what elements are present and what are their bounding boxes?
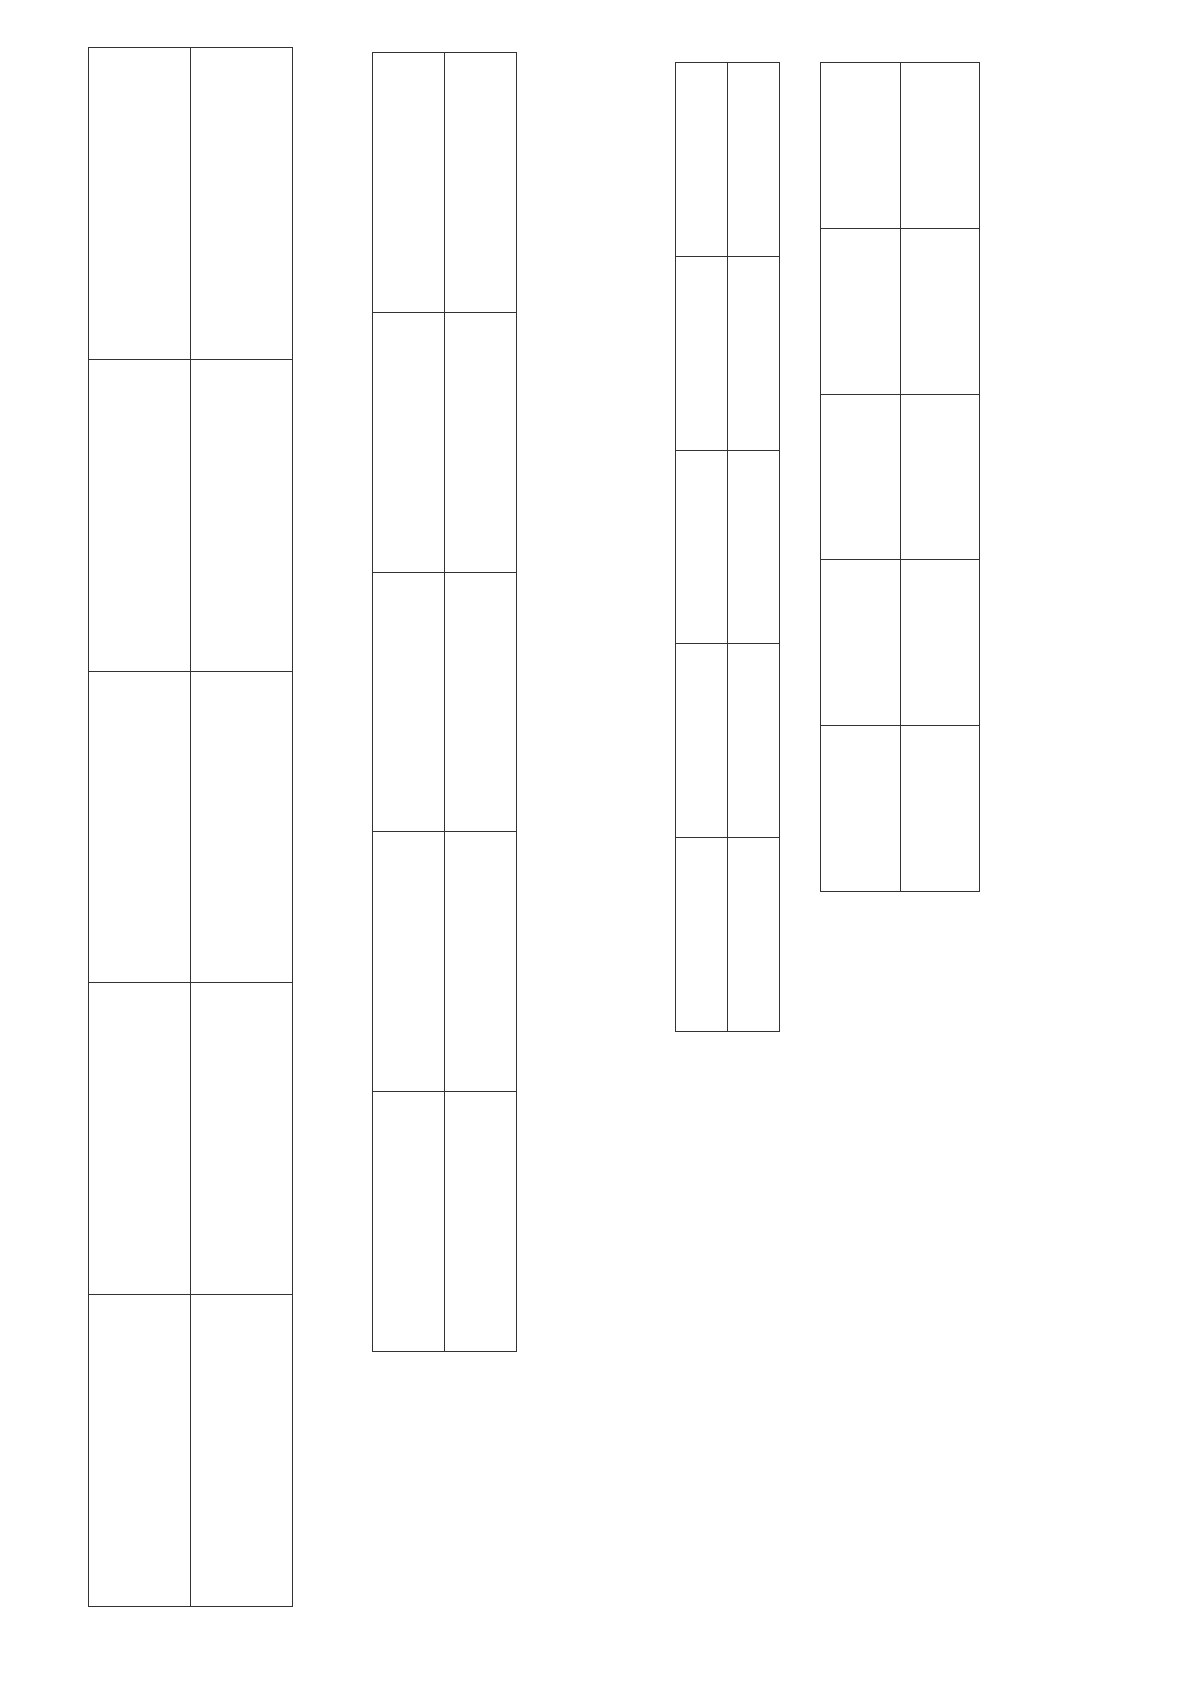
table-4 [820, 62, 980, 892]
table-1 [88, 47, 293, 1607]
table-3 [675, 62, 780, 1032]
table-2 [372, 52, 517, 1352]
